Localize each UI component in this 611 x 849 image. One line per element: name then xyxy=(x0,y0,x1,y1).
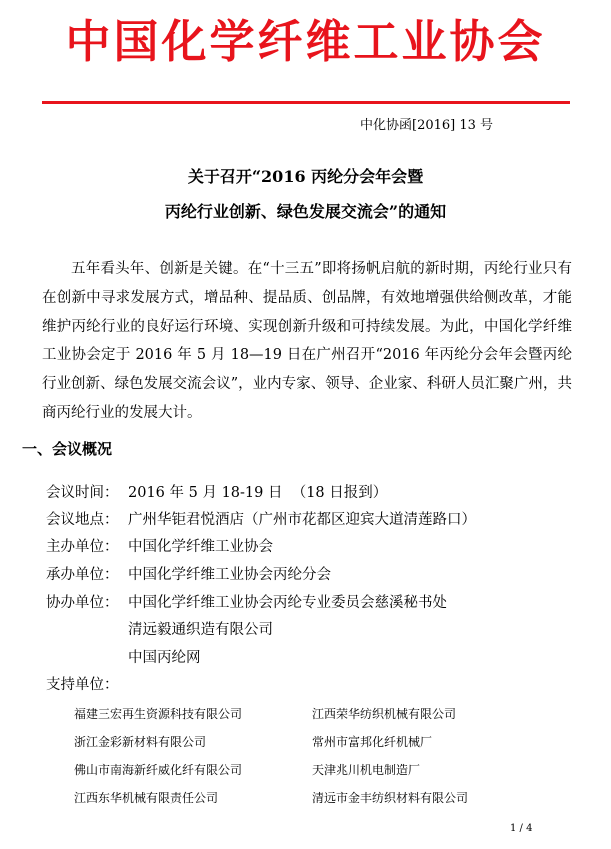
meeting-time-value: 2016 年 5 月 18-19 日 （18 日报到） xyxy=(128,485,388,501)
organizer-label: 承办单位： xyxy=(46,567,119,583)
section-heading-overview: 一、会议概况 xyxy=(22,440,113,458)
notice-title-line-1: 关于召开“2016 丙纶分会年会暨 xyxy=(187,167,424,186)
supporter-left-1: 福建三宏再生资源科技有限公司 xyxy=(74,707,243,721)
supporter-left-2: 浙江金彩新材料有限公司 xyxy=(74,735,207,749)
supporters-label: 支持单位： xyxy=(46,677,119,693)
meeting-venue-value: 广州华钜君悦酒店（广州市花都区迎宾大道清莲路口） xyxy=(128,512,476,528)
page-number: 1 / 4 xyxy=(510,823,533,834)
supporter-right-2: 常州市富邦化纤机械厂 xyxy=(312,735,433,749)
meeting-venue-row xyxy=(46,509,476,531)
intro-paragraph: 五年看头年、创新是关键。在“十三五”即将扬帆启航的新时期，丙纶行业只有在创新中寻求发展方式，增品种、提品质、创品牌，有效地增强供给侧改革，才能维护丙纶行业的良好运行环境、实现创新升级和可持续发展。为此，中国化学纤维工业协会定于 2016 年 5 月 18—19 日在广州召开“2016 年丙纶分会年会暨丙纶行业创新、绿色发展交流会议”，业内专家、领导、企业家、科研人员汇聚广州，共商丙纶行业的发展大计。 xyxy=(42,261,572,421)
document-number: 中化协函[2016] 13 号 xyxy=(360,118,494,133)
supporter-right-4: 清远市金丰纺织材料有限公司 xyxy=(312,791,469,805)
notice-title-line-2: 丙纶行业创新、绿色发展交流会”的通知 xyxy=(164,202,447,221)
meeting-time-label: 会议时间： xyxy=(46,485,119,501)
supporter-right-3: 天津兆川机电制造厂 xyxy=(312,763,421,777)
co-organizer-row xyxy=(46,592,447,614)
organizer-value: 中国化学纤维工业协会丙纶分会 xyxy=(128,567,331,583)
co-organizer-value-1: 中国化学纤维工业协会丙纶专业委员会慈溪秘书处 xyxy=(128,595,447,611)
supporter-left-4: 江西东华机械有限责任公司 xyxy=(74,791,219,805)
co-organizer-value-2: 清远毅通织造有限公司 xyxy=(128,622,273,638)
supporter-right-1: 江西荣华纺织机械有限公司 xyxy=(312,707,457,721)
org-letterhead-title: 中国化学纤维工业协会 xyxy=(65,15,546,68)
host-value: 中国化学纤维工业协会 xyxy=(128,539,273,555)
co-organizer-value-3: 中国丙纶网 xyxy=(128,650,201,666)
host-row xyxy=(46,536,273,558)
host-label: 主办单位： xyxy=(46,539,119,555)
letterhead-divider xyxy=(42,101,570,104)
meeting-time-row xyxy=(46,482,387,504)
meeting-venue-label: 会议地点： xyxy=(46,512,119,528)
supporter-left-3: 佛山市南海新纤威化纤有限公司 xyxy=(74,763,243,777)
co-organizer-label: 协办单位： xyxy=(46,595,119,611)
organizer-row xyxy=(46,564,331,586)
